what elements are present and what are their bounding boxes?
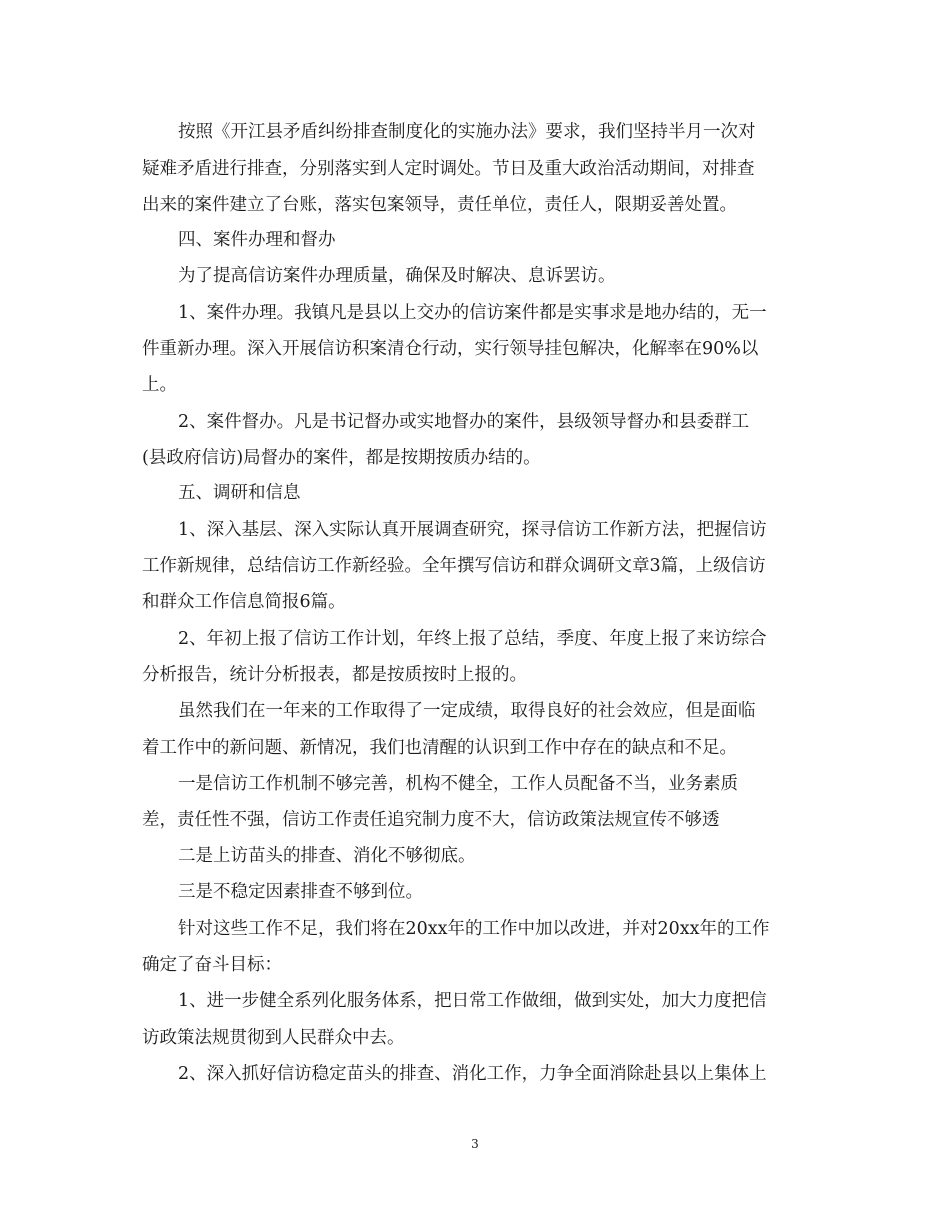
body-text-line: (县政府信访)局督办的案件，都是按期按质办结的。 — [142, 448, 541, 468]
body-text-line: 2、案件督办。凡是书记督办或实地督办的案件，县级领导督办和县委群工 — [178, 412, 750, 432]
body-text-line: 疑难矛盾进行排查，分别落实到人定时调处。节日及重大政治活动期间，对排查 — [142, 159, 755, 179]
section-heading: 五、调研和信息 — [178, 483, 301, 503]
body-text-line: 访政策法规贯彻到人民群众中去。 — [142, 1028, 405, 1048]
page-number: 3 — [471, 1137, 479, 1151]
body-text-line: 针对这些工作不足，我们将在20xx年的工作中加以改进，并对20xx年的工作 — [178, 919, 770, 939]
body-text-line: 差，责任性不强，信访工作责任追究制力度不大，信访政策法规宣传不够透 — [142, 810, 720, 830]
body-text-line: 二是上访苗头的排查、消化不够彻底。 — [178, 846, 476, 866]
body-text-line: 分析报告，统计分析报表，都是按质按时上报的。 — [142, 665, 527, 685]
body-text-line: 出来的案件建立了台账，落实包案领导，责任单位，责任人，限期妥善处置。 — [142, 195, 737, 215]
body-text-line: 2、年初上报了信访工作计划，年终上报了总结，季度、年度上报了来访综合 — [178, 629, 767, 649]
body-text-line: 三是不稳定因素排查不够到位。 — [178, 882, 423, 902]
body-text-line: 件重新办理。深入开展信访积案清仓行动，实行领导挂包解决，化解率在90%以 — [142, 339, 759, 359]
body-text-line: 确定了奋斗目标： — [142, 955, 282, 975]
body-text-line: 2、深入抓好信访稳定苗头的排查、消化工作，力争全面消除赴县以上集体上 — [178, 1064, 767, 1084]
body-text-line: 一是信访工作机制不够完善，机构不健全，工作人员配备不当，业务素质 — [178, 774, 738, 794]
body-text-line: 为了提高信访案件办理质量，确保及时解决、息诉罢访。 — [178, 266, 616, 286]
section-heading: 四、案件办理和督办 — [178, 230, 336, 250]
body-text-line: 着工作中的新问题、新情况，我们也清醒的认识到工作中存在的缺点和不足。 — [142, 738, 737, 758]
body-text-line: 按照《开江县矛盾纠纷排查制度化的实施办法》要求，我们坚持半月一次对 — [178, 122, 756, 142]
body-text-line: 虽然我们在一年来的工作取得了一定成绩，取得良好的社会效应，但是面临 — [178, 701, 756, 721]
body-text-line: 1、进一步健全系列化服务体系，把日常工作做细，做到实处，加大力度把信 — [178, 991, 767, 1011]
body-text-line: 工作新规律，总结信访工作新经验。全年撰写信访和群众调研文章3篇，上级信访 — [142, 556, 766, 576]
body-text-line: 1、深入基层、深入实际认真开展调查研究，探寻信访工作新方法，把握信访 — [178, 520, 767, 540]
body-text-line: 上。 — [142, 375, 177, 395]
body-text-line: 和群众工作信息简报6篇。 — [142, 592, 346, 612]
body-text-line: 1、案件办理。我镇凡是县以上交办的信访案件都是实事求是地办结的，无一 — [178, 303, 767, 323]
